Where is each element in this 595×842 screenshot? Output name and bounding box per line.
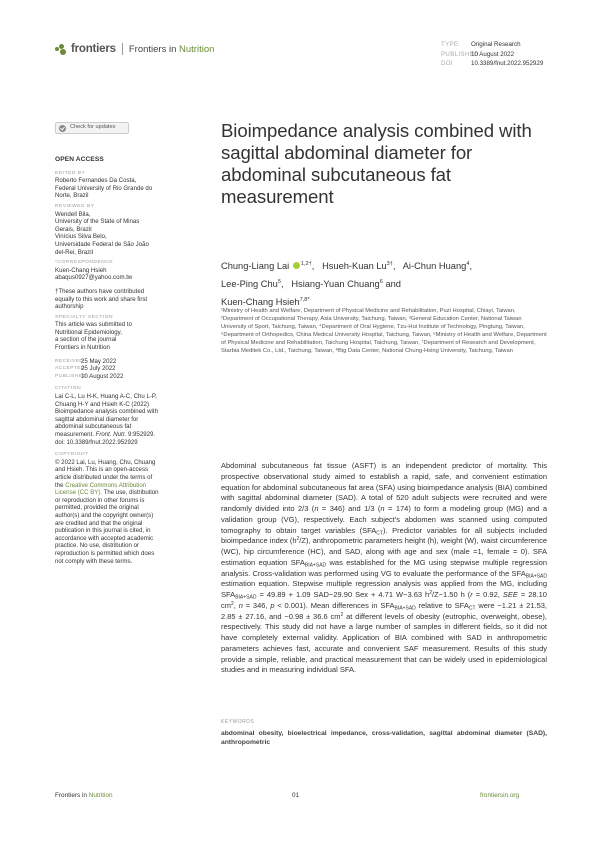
author-name[interactable]: Hsueh-Kuan Lu — [322, 261, 387, 271]
type-value: Original Research — [471, 41, 521, 48]
license-link-cc-by[interactable]: License (CC BY). — [55, 489, 103, 497]
edited-by-label: EDITED BY — [55, 170, 86, 176]
sidebar — [55, 122, 205, 566]
brand-name: frontiers — [71, 43, 116, 55]
citation: Lai C-L, Lu H-K, Huang A-C, Chu L-P, Chuang H-Y and Hsieh K-C (2022) Bioimpedance analysis combined with sagittal abdominal diameter for abdominal subcutaneous fat measurement. Front. Nutr. 9:952929. doi: 10.3389/fnut.2022.952929 — [55, 393, 205, 446]
correspondence-label: *CORRESPONDENCE — [55, 260, 114, 266]
doi-label: DOI — [441, 60, 453, 67]
author-name[interactable]: Hsiang-Yuan Chuang — [291, 279, 380, 289]
footer-journal: Frontiers in Nutrition — [55, 792, 113, 799]
equal-contribution-note: †These authors have contributed equally to this work and share first authorship — [55, 287, 148, 311]
license-link[interactable]: Creative Commons Attribution — [65, 481, 147, 489]
author-list: Chung-Liang Lai $^{1,2\dagger}$, Hsueh-Kuan $Lu^{3\dagger}$, Ai-Chun Huang$^4$, Lee-Ping Chu$^5$, Hsiang-Yuan Chuang$^6$ and Kuen-Chang Hsieh$^{7,8*}$ — [221, 261, 473, 307]
footer-site-link[interactable]: frontiersin.org — [480, 792, 520, 799]
received-date: 25 May 2022 — [81, 357, 117, 365]
reviewed-by-label: REVIEWED BY — [55, 203, 95, 209]
author-name[interactable]: Ai-Chun Huang — [402, 261, 467, 271]
specialty-label: SPECIALTY SECTION — [55, 314, 114, 320]
keywords-label: KEYWORDS — [221, 719, 255, 725]
journal-name: Frontiers in Nutrition — [128, 43, 215, 55]
author-name[interactable]: Kuen-Chang Hsieh — [221, 297, 300, 307]
orcid-icon[interactable] — [293, 262, 300, 269]
frontiers-logo-icon — [55, 44, 67, 55]
correspondence: Kuen-Chang Hsieh abaqus0927@yahoo.com.tw — [55, 267, 205, 282]
affiliations: ¹Ministry of Health and Welfare, Department of Physical Medicine and Rehabilitation, Puzi Hospital, Chiayi, Taiwan, ²Department of Occupational Therapy, Asia University, Taichung, Taiwan, ³General Education Center, National Taiwan University of Sport, Taichung, Taiwan, ⁴Department of Oral Hygiene, Tzu-Hui Institute of Technology, Pingtung, Taiwan, ⁵Department of Orthopedics, China Medical University Hospital, Taichung, Taiwan, ⁶Ministry of Health and Welfare, Department of Physical Medicine and Rehabilitation, Taichung Hospital, Taichung, Taiwan, ⁷Department of Research and Development, Starbia Meditek Co., Ltd., Taichung, Taiwan, ⁸Big Data Center, National Chung-Hsing University, Taichung, Taiwan — [221, 308, 547, 354]
author-name[interactable]: Lee-Ping Chu — [221, 279, 278, 289]
check-icon — [59, 125, 66, 132]
specialty-section: This article was submitted to Nutritional Epidemiology, a section of the journal Frontiers in Nutrition — [55, 321, 132, 352]
accepted-date: 25 July 2022 — [81, 365, 116, 373]
open-access-label: OPEN ACCESS — [55, 156, 104, 163]
frontiers-logo[interactable] — [55, 43, 214, 55]
correspondence-email[interactable]: abaqus0927@yahoo.com.tw — [55, 274, 133, 282]
article-dates: RECEIVED 25 May 2022 ACCEPTED 25 July 2022 PUBLISHED 10 August 2022 — [55, 357, 124, 380]
check-updates-button[interactable]: Check for updates — [55, 122, 129, 134]
type-label: TYPE — [441, 41, 459, 48]
article-title: Bioimpedance analysis combined with sagittal abdominal diameter for abdominal subcutaneous fat measurement — [221, 120, 532, 207]
copyright-label: COPYRIGHT — [55, 452, 89, 458]
logo-divider — [122, 43, 123, 55]
keywords: abdominal obesity, bioelectrical impedance, cross-validation, sagittal abdominal diameter (SAD), anthropometric — [221, 730, 547, 746]
reviewed-by: Wendell Bila, University of the State of Minas Gerais, Brazil Vinícius Silva Belo, Universidade Federal de São João del-Rei, Brazil — [55, 210, 149, 256]
citation-doi[interactable]: doi: 10.3389/fnut.2022.952929 — [55, 438, 138, 446]
citation-label: CITATION — [55, 386, 82, 392]
author-name[interactable]: Chung-Liang Lai — [221, 261, 290, 271]
published-value: 10 August 2022 — [471, 50, 515, 58]
page-number: 01 — [292, 792, 300, 799]
edited-by: Roberto Fernandes Da Costa, Federal University of Rio Grande do Norte, Brazil — [55, 177, 153, 200]
doi-value[interactable]: 10.3389/fnut.2022.952929 — [471, 60, 544, 67]
abstract: Abdominal subcutaneous fat tissue (ASFT) is an independent predictor of mortality. This prospective observational study aimed to establish a rapid, safe, and convenient estimation equation for abdominal subcutaneous fat area (SFA) using bioimpedance analysis (BIA) combined with sagittal abdominal diameter (SAD). A total of 520 adult subjects were recruited and were randomly divided into 2/3 (n = 346) and 1/3 (n = 174) to form a modeling group (MG) and a validation group (VG), respectively. Each subject's abdomen was scanned using computed tomography to obtain target variables $(SFA_{CT})$. Predictor variables for all subjects included bioimpedance index $(h^2/Z)$, anthropometric parameters height (h), weight (W), waist circumference (WC), hip circumference (HC), and SAD, along with age and sex (male =1, female = 0). SFA estimation equation $SFA_{BIA+SAD}$ was established for the MG using stepwise multiple regression analysis. Cross-validation was performed using VG to evaluate the performance of the $SFA_{BIA+SAD}$ estimation equation. Stepwise multiple regression analysis was applied from the MG, including $SFA_{BIA+SAD} = 49.89 + 1.09$ SAD−29.90 Sex + 4.71 W−3.63 $h^2/Z-1.50$ h (r = 0.92, SEE = 28.10 $cm^2$, n = 346, p < 0.001). Mean differences in $SFA_{BIA+SAD}$ relative to $SFA_{CT}$ were −1.21 ± 21.53, 2.85 ± 27.16, and −0.98 ± 36.6 $cm^2$ at different levels of obesity (eutrophic, overweight, obese), respectively. This study did not have a large number of samples in different fields, so it did not have completely external validity. Application of BIA combined with SAD in anthropometric parameters achieves fast, accurate and convenient SAF measurement. Results of this study provide a simple, reliable, and practical measurement that can be widely used in epidemiological studies and in measuring individual SFA. — [221, 461, 548, 675]
published-date: 10 August 2022 — [81, 372, 124, 380]
published-label: PUBLISHED — [441, 50, 479, 58]
copyright: © 2022 Lai, Lu, Huang, Chu, Chuang and Hsieh. This is an open-access article distributed under the terms of the Creative Commons Attribution License (CC BY). The use, distribution or reproduction in other forums is permitted, provided the original author(s) and the copyright owner(s) are credited and that the original publication in this journal is cited, in accordance with accepted academic practice. No use, distribution or reproduction is permitted which does not comply with these terms. — [55, 458, 159, 565]
article-meta — [441, 40, 543, 69]
